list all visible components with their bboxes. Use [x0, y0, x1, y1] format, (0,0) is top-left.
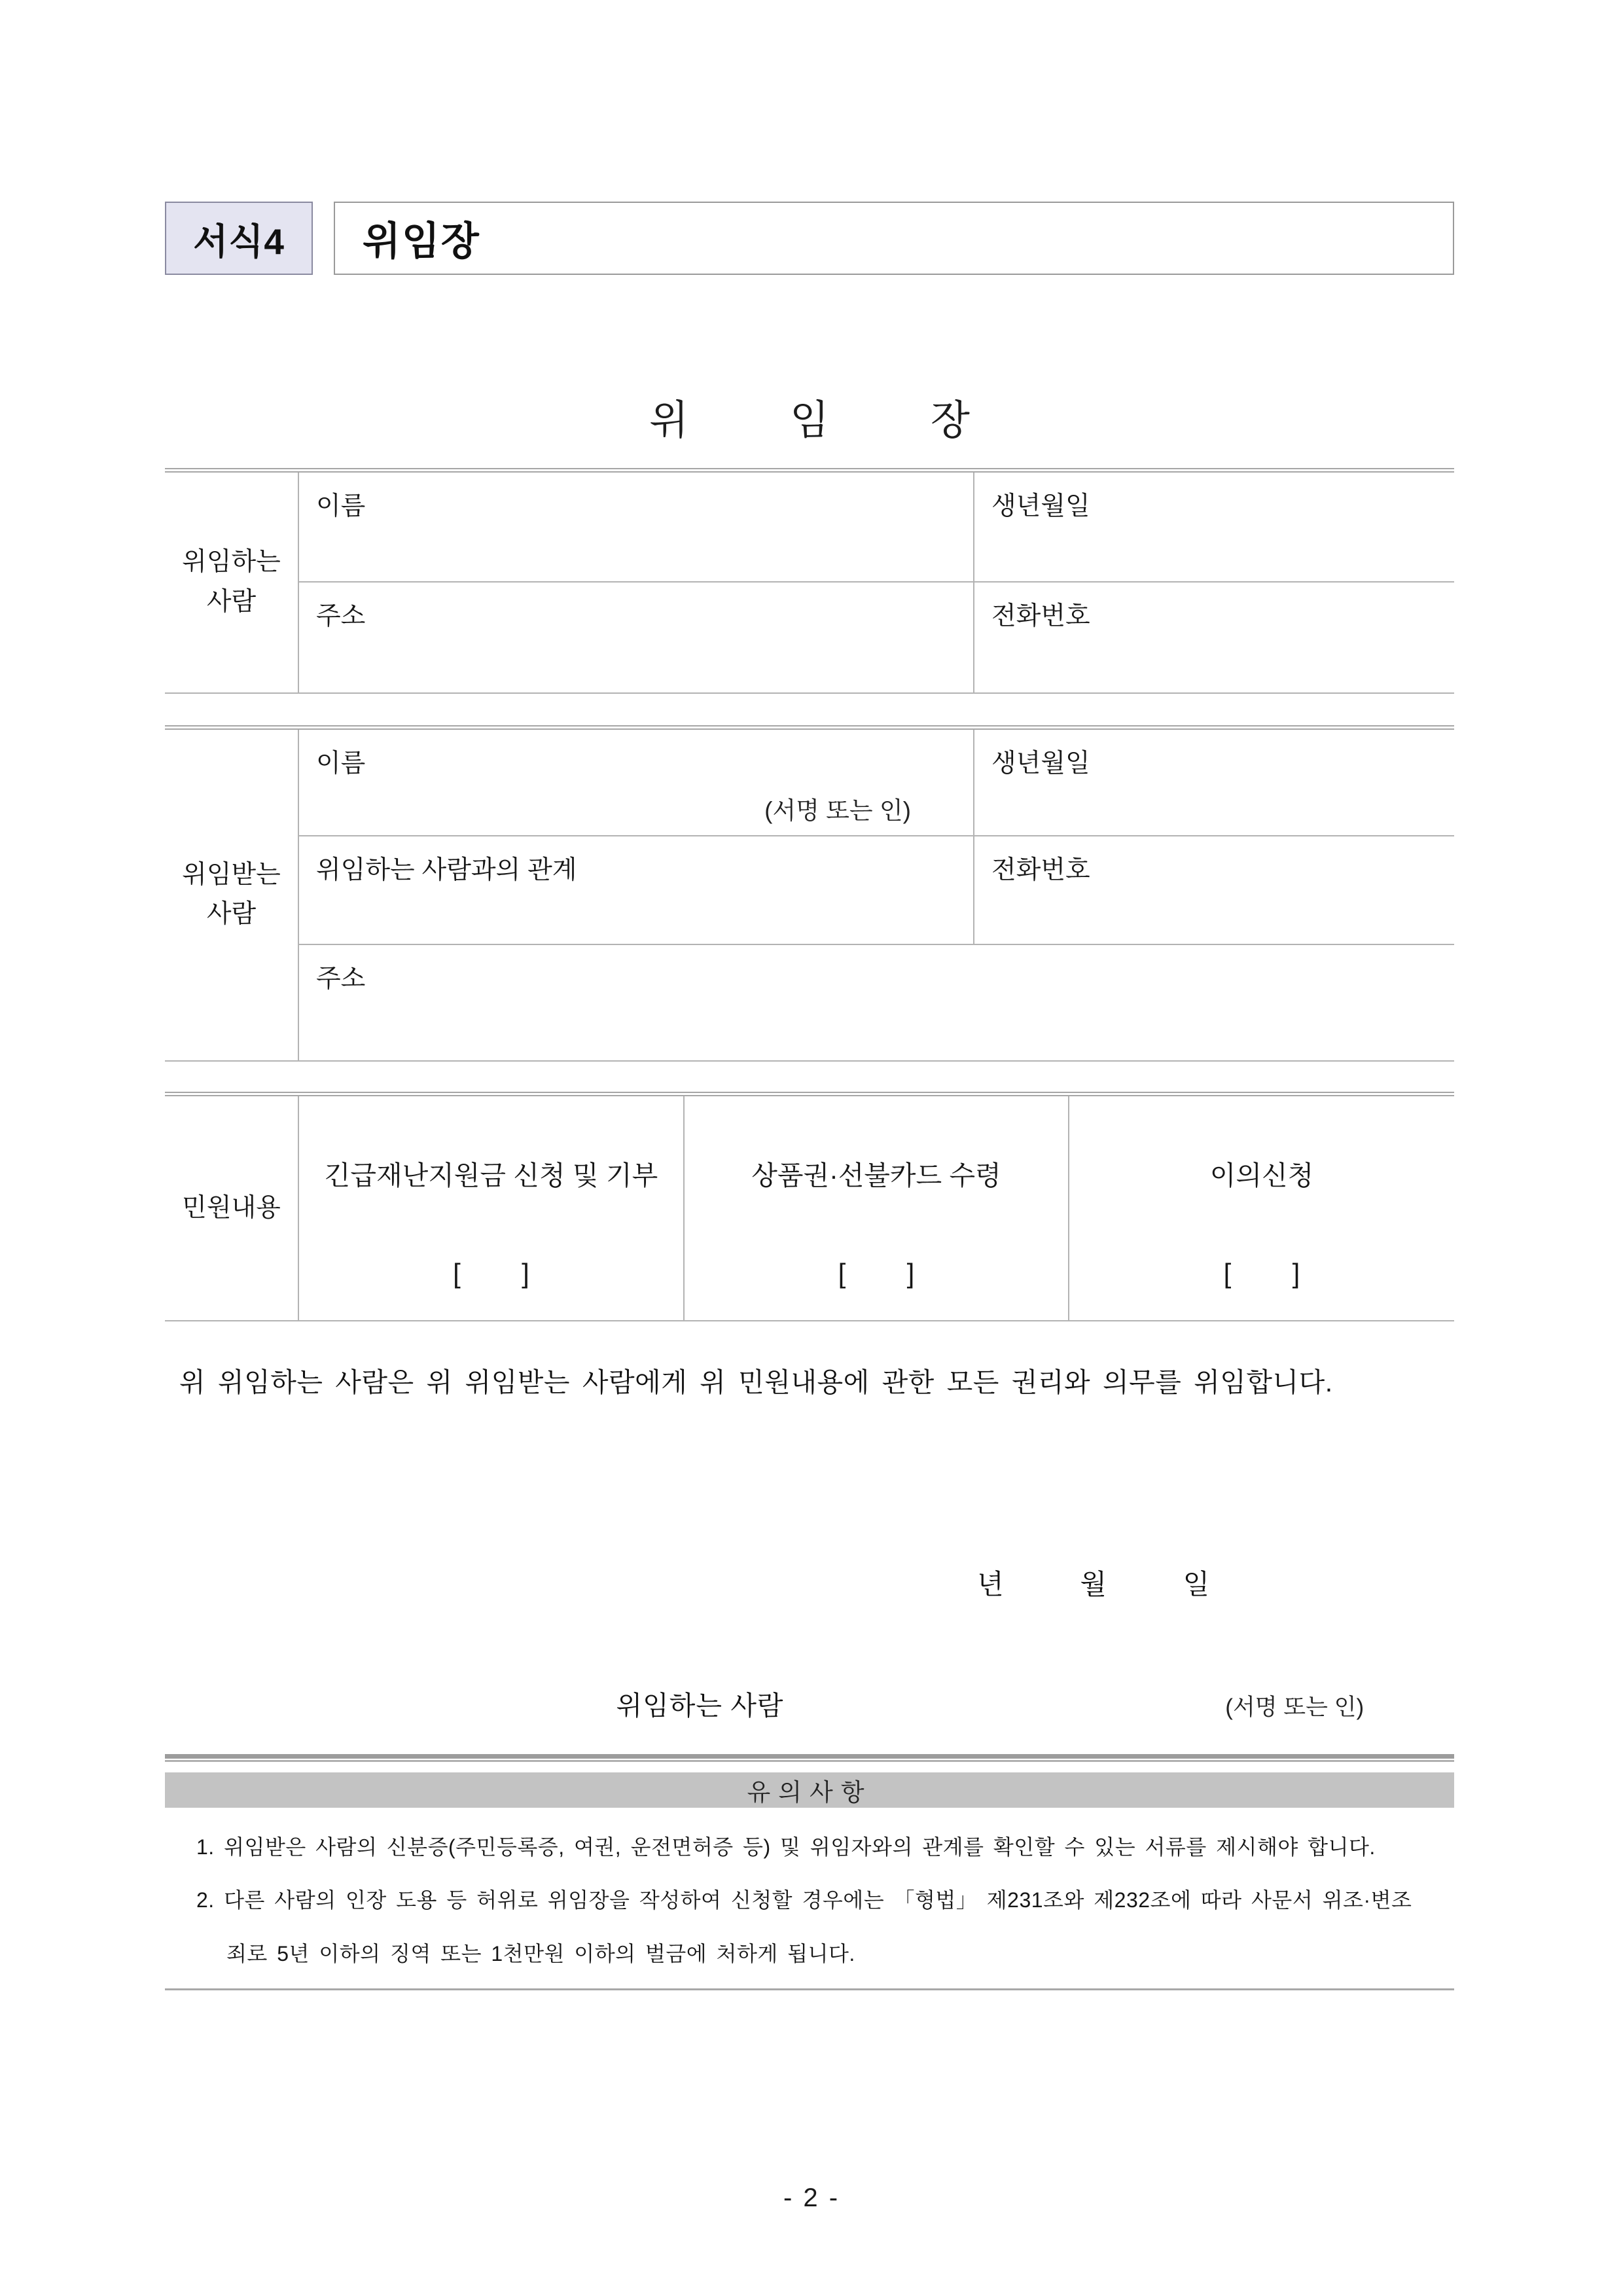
notice-header	[165, 1772, 1454, 1808]
form-number-badge	[165, 202, 313, 275]
signer-signature-note: (서명 또는 인)	[1225, 1694, 1364, 1720]
delegator-phone-label: 전화번호	[991, 601, 1090, 630]
request-row-label: 민원내용	[165, 1094, 298, 1321]
delegation-statement: 위 위임하는 사람은 위 위임받는 사람에게 위 민원내용에 관한 모든 권리와 의무를 위임합니다.	[179, 1367, 1333, 1397]
request-option-2-checkbox: [ ]	[838, 1258, 915, 1289]
request-option-1-title: 긴급재난지원금 신청 및 기부	[324, 1160, 658, 1191]
delegate-relation-cell	[298, 836, 974, 944]
request-option-1-checkbox: [ ]	[453, 1258, 529, 1289]
delegate-address-cell	[298, 944, 1454, 1061]
form-header	[165, 202, 1454, 275]
delegate-birth-label: 생년월일	[991, 749, 1090, 778]
request-option-2	[684, 1094, 1069, 1321]
notice-list	[165, 1808, 1454, 1981]
delegate-address-label: 주소	[316, 965, 366, 993]
request-option-2-title: 상품권·선불카드 수령	[751, 1160, 1001, 1191]
form-title-label: 위임장	[363, 219, 480, 263]
notice-title: 유의사항	[747, 1778, 872, 1806]
delegate-row-label: 위임받는 사람	[165, 727, 298, 1061]
delegate-birth-cell	[974, 727, 1454, 836]
request-option-3-checkbox: [ ]	[1223, 1258, 1300, 1289]
delegator-phone-cell	[974, 582, 1454, 693]
request-option-3-title: 이의신청	[1209, 1160, 1314, 1191]
document-title: 위 임 장	[649, 398, 970, 443]
date-line: 년 월 일	[977, 1568, 1210, 1600]
delegator-name-label: 이름	[316, 492, 366, 520]
delegate-table	[165, 725, 1454, 1062]
form-number-label: 서식4	[193, 221, 285, 262]
delegator-address-label: 주소	[316, 601, 366, 630]
notice-top-rule	[165, 1754, 1454, 1762]
page-content	[165, 0, 1454, 1990]
delegator-birth-label: 생년월일	[991, 492, 1090, 520]
signer-label: 위임하는 사람	[616, 1690, 784, 1721]
delegate-name-cell	[298, 727, 974, 836]
delegate-name-label: 이름	[316, 749, 366, 778]
delegate-relation-label: 위임하는 사람과의 관계	[316, 856, 577, 884]
delegator-address-cell	[298, 582, 974, 693]
delegator-table	[165, 468, 1454, 694]
notice-item-1: 1. 위임받은 사람의 신분증(주민등록증, 여권, 운전면허증 등) 및 위임자와의 관계를 확인할 수 있는 서류를 제시해야 합니다.	[196, 1835, 1376, 1859]
notice-item-2: 2. 다른 사람의 인장 도용 등 허위로 위임장을 작성하여 신청할 경우에는 「형법」 제231조와 제232조에 따라 사문서 위조·변조 죄로 5년 이하의 징역 또는 1천만원 이하의 벌금에 처하게 됩니다.	[196, 1888, 1412, 1965]
form-title-box	[334, 202, 1454, 275]
request-option-3	[1069, 1094, 1454, 1321]
signer-line	[165, 1684, 1454, 1723]
delegate-signature-note: (서명 또는 인)	[764, 797, 911, 824]
delegator-row-label: 위임하는 사람	[165, 471, 298, 693]
delegate-phone-cell	[974, 836, 1454, 944]
delegator-birth-cell	[974, 471, 1454, 582]
delegate-phone-label: 전화번호	[991, 856, 1090, 884]
notice-bottom-rule	[165, 1988, 1454, 1990]
request-table	[165, 1092, 1454, 1321]
page-number: - 2 -	[783, 2183, 840, 2212]
request-option-1	[298, 1094, 684, 1321]
delegator-name-cell	[298, 471, 974, 582]
